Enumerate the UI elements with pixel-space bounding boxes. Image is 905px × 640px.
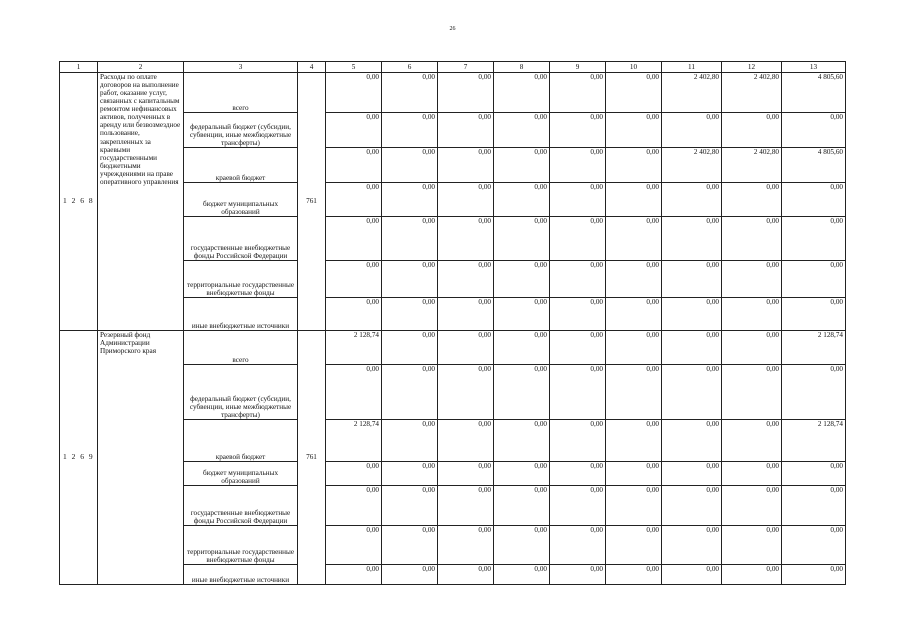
amount-cell: 4 805,60 <box>782 148 846 183</box>
amount-cell: 0,00 <box>326 148 382 183</box>
amount-cell: 0,00 <box>550 298 606 331</box>
row-number: 1 2 6 8 <box>60 73 98 331</box>
column-header: 5 <box>326 62 382 73</box>
amount-cell: 2 402,80 <box>662 73 722 113</box>
amount-cell: 0,00 <box>722 183 782 217</box>
amount-cell: 0,00 <box>782 486 846 526</box>
funding-source: федеральный бюджет (субсидии, субвенции, иные межбюджетные трансферты) <box>184 365 298 420</box>
amount-cell: 0,00 <box>382 331 438 365</box>
expense-name: Расходы по оплате договоров на выполнение работ, оказание услуг, связанных с капитальным ремонтом нефинансовых активов, полученных в аренду или безвозмездное пользование, закрепленных за краевыми государственными бюджетными учреждениями на праве оперативного управления <box>98 73 184 331</box>
amount-cell: 0,00 <box>662 486 722 526</box>
amount-cell: 0,00 <box>550 526 606 565</box>
amount-cell: 0,00 <box>494 526 550 565</box>
amount-cell: 0,00 <box>550 73 606 113</box>
amount-cell: 0,00 <box>662 462 722 486</box>
amount-cell: 0,00 <box>438 183 494 217</box>
amount-cell: 0,00 <box>438 365 494 420</box>
funding-source: краевой бюджет <box>184 420 298 462</box>
amount-cell: 0,00 <box>722 365 782 420</box>
column-header: 1 <box>60 62 98 73</box>
amount-cell: 0,00 <box>606 113 662 148</box>
page-number: 26 <box>449 26 456 32</box>
amount-cell: 0,00 <box>550 217 606 261</box>
amount-cell: 0,00 <box>722 526 782 565</box>
column-header-row <box>60 62 846 73</box>
column-header: 12 <box>722 62 782 73</box>
amount-cell: 0,00 <box>382 183 438 217</box>
amount-cell: 2 128,74 <box>326 331 382 365</box>
amount-cell: 0,00 <box>326 73 382 113</box>
amount-cell: 0,00 <box>550 462 606 486</box>
amount-cell: 0,00 <box>382 217 438 261</box>
amount-cell: 0,00 <box>606 486 662 526</box>
amount-cell: 0,00 <box>326 217 382 261</box>
column-header: 4 <box>298 62 326 73</box>
amount-cell: 0,00 <box>550 261 606 298</box>
admin-code: 761 <box>298 331 326 585</box>
amount-cell: 2 402,80 <box>662 148 722 183</box>
amount-cell: 0,00 <box>550 420 606 462</box>
column-header: 8 <box>494 62 550 73</box>
amount-cell: 0,00 <box>606 331 662 365</box>
amount-cell: 0,00 <box>722 462 782 486</box>
amount-cell: 0,00 <box>494 298 550 331</box>
amount-cell: 0,00 <box>606 183 662 217</box>
amount-cell: 0,00 <box>382 526 438 565</box>
amount-cell: 0,00 <box>662 217 722 261</box>
funding-source: всего <box>184 331 298 365</box>
amount-cell: 0,00 <box>722 113 782 148</box>
funding-source: иные внебюджетные источники <box>184 298 298 331</box>
column-header: 11 <box>662 62 722 73</box>
amount-cell: 0,00 <box>494 73 550 113</box>
funding-source: государственные внебюджетные фонды Российской Федерации <box>184 217 298 261</box>
amount-cell: 0,00 <box>438 261 494 298</box>
column-header: 10 <box>606 62 662 73</box>
amount-cell: 0,00 <box>438 298 494 331</box>
amount-cell: 0,00 <box>382 113 438 148</box>
amount-cell: 0,00 <box>606 217 662 261</box>
funding-source: бюджет муниципальных образований <box>184 183 298 217</box>
table-row <box>60 73 846 113</box>
funding-source: всего <box>184 73 298 113</box>
amount-cell: 0,00 <box>550 331 606 365</box>
amount-cell: 0,00 <box>722 331 782 365</box>
amount-cell: 0,00 <box>722 298 782 331</box>
amount-cell: 0,00 <box>326 462 382 486</box>
amount-cell: 0,00 <box>494 261 550 298</box>
amount-cell: 0,00 <box>494 331 550 365</box>
amount-cell: 0,00 <box>494 365 550 420</box>
amount-cell: 0,00 <box>438 462 494 486</box>
amount-cell: 0,00 <box>782 462 846 486</box>
amount-cell: 2 128,74 <box>326 420 382 462</box>
amount-cell: 0,00 <box>494 113 550 148</box>
amount-cell: 0,00 <box>494 486 550 526</box>
amount-cell: 0,00 <box>326 486 382 526</box>
column-header: 7 <box>438 62 494 73</box>
amount-cell: 0,00 <box>722 420 782 462</box>
amount-cell: 0,00 <box>326 365 382 420</box>
amount-cell: 0,00 <box>606 261 662 298</box>
amount-cell: 0,00 <box>722 486 782 526</box>
amount-cell: 0,00 <box>438 420 494 462</box>
amount-cell: 0,00 <box>662 113 722 148</box>
amount-cell: 0,00 <box>438 113 494 148</box>
amount-cell: 0,00 <box>438 148 494 183</box>
amount-cell: 0,00 <box>326 261 382 298</box>
amount-cell: 0,00 <box>326 113 382 148</box>
amount-cell: 0,00 <box>382 148 438 183</box>
column-header: 6 <box>382 62 438 73</box>
amount-cell: 0,00 <box>550 113 606 148</box>
table-body <box>60 62 846 585</box>
amount-cell: 0,00 <box>382 298 438 331</box>
amount-cell: 0,00 <box>382 486 438 526</box>
amount-cell: 0,00 <box>722 261 782 298</box>
column-header: 3 <box>184 62 298 73</box>
amount-cell: 0,00 <box>494 183 550 217</box>
row-number: 1 2 6 9 <box>60 331 98 585</box>
amount-cell: 0,00 <box>606 420 662 462</box>
amount-cell: 0,00 <box>438 217 494 261</box>
column-header: 13 <box>782 62 846 73</box>
amount-cell: 0,00 <box>782 183 846 217</box>
amount-cell: 2 402,80 <box>722 73 782 113</box>
amount-cell: 2 128,74 <box>782 420 846 462</box>
amount-cell: 0,00 <box>782 365 846 420</box>
amount-cell: 0,00 <box>550 565 606 585</box>
amount-cell: 2 402,80 <box>722 148 782 183</box>
amount-cell: 4 805,60 <box>782 73 846 113</box>
amount-cell: 0,00 <box>326 298 382 331</box>
amount-cell: 0,00 <box>326 565 382 585</box>
amount-cell: 0,00 <box>606 565 662 585</box>
amount-cell: 0,00 <box>662 183 722 217</box>
amount-cell: 0,00 <box>782 526 846 565</box>
amount-cell: 0,00 <box>662 420 722 462</box>
amount-cell: 0,00 <box>782 113 846 148</box>
admin-code: 761 <box>298 73 326 331</box>
amount-cell: 0,00 <box>606 526 662 565</box>
amount-cell: 0,00 <box>782 298 846 331</box>
funding-source: государственные внебюджетные фонды Российской Федерации <box>184 486 298 526</box>
amount-cell: 0,00 <box>382 73 438 113</box>
amount-cell: 0,00 <box>494 148 550 183</box>
amount-cell: 0,00 <box>662 565 722 585</box>
amount-cell: 0,00 <box>550 486 606 526</box>
amount-cell: 0,00 <box>382 261 438 298</box>
amount-cell: 2 128,74 <box>782 331 846 365</box>
funding-source: территориальные государственные внебюджетные фонды <box>184 526 298 565</box>
amount-cell: 0,00 <box>438 73 494 113</box>
expense-name: Резервный фонд Администрации Приморского края <box>98 331 184 585</box>
amount-cell: 0,00 <box>782 217 846 261</box>
amount-cell: 0,00 <box>382 365 438 420</box>
amount-cell: 0,00 <box>326 183 382 217</box>
funding-source: бюджет муниципальных образований <box>184 462 298 486</box>
amount-cell: 0,00 <box>550 148 606 183</box>
amount-cell: 0,00 <box>782 261 846 298</box>
budget-table <box>59 61 846 585</box>
amount-cell: 0,00 <box>662 261 722 298</box>
funding-source: федеральный бюджет (субсидии, субвенции, иные межбюджетные трансферты) <box>184 113 298 148</box>
amount-cell: 0,00 <box>550 183 606 217</box>
amount-cell: 0,00 <box>438 526 494 565</box>
amount-cell: 0,00 <box>606 148 662 183</box>
amount-cell: 0,00 <box>438 565 494 585</box>
amount-cell: 0,00 <box>382 565 438 585</box>
amount-cell: 0,00 <box>662 526 722 565</box>
amount-cell: 0,00 <box>382 462 438 486</box>
amount-cell: 0,00 <box>606 462 662 486</box>
amount-cell: 0,00 <box>606 365 662 420</box>
amount-cell: 0,00 <box>382 420 438 462</box>
amount-cell: 0,00 <box>606 298 662 331</box>
column-header: 9 <box>550 62 606 73</box>
amount-cell: 0,00 <box>550 365 606 420</box>
funding-source: территориальные государственные внебюджетные фонды <box>184 261 298 298</box>
amount-cell: 0,00 <box>438 331 494 365</box>
amount-cell: 0,00 <box>782 565 846 585</box>
amount-cell: 0,00 <box>722 565 782 585</box>
amount-cell: 0,00 <box>662 331 722 365</box>
amount-cell: 0,00 <box>606 73 662 113</box>
amount-cell: 0,00 <box>494 565 550 585</box>
amount-cell: 0,00 <box>722 217 782 261</box>
amount-cell: 0,00 <box>662 365 722 420</box>
amount-cell: 0,00 <box>494 420 550 462</box>
amount-cell: 0,00 <box>494 462 550 486</box>
table-row <box>60 331 846 365</box>
amount-cell: 0,00 <box>326 526 382 565</box>
column-header: 2 <box>98 62 184 73</box>
amount-cell: 0,00 <box>494 217 550 261</box>
funding-source: краевой бюджет <box>184 148 298 183</box>
funding-source: иные внебюджетные источники <box>184 565 298 585</box>
amount-cell: 0,00 <box>662 298 722 331</box>
amount-cell: 0,00 <box>438 486 494 526</box>
